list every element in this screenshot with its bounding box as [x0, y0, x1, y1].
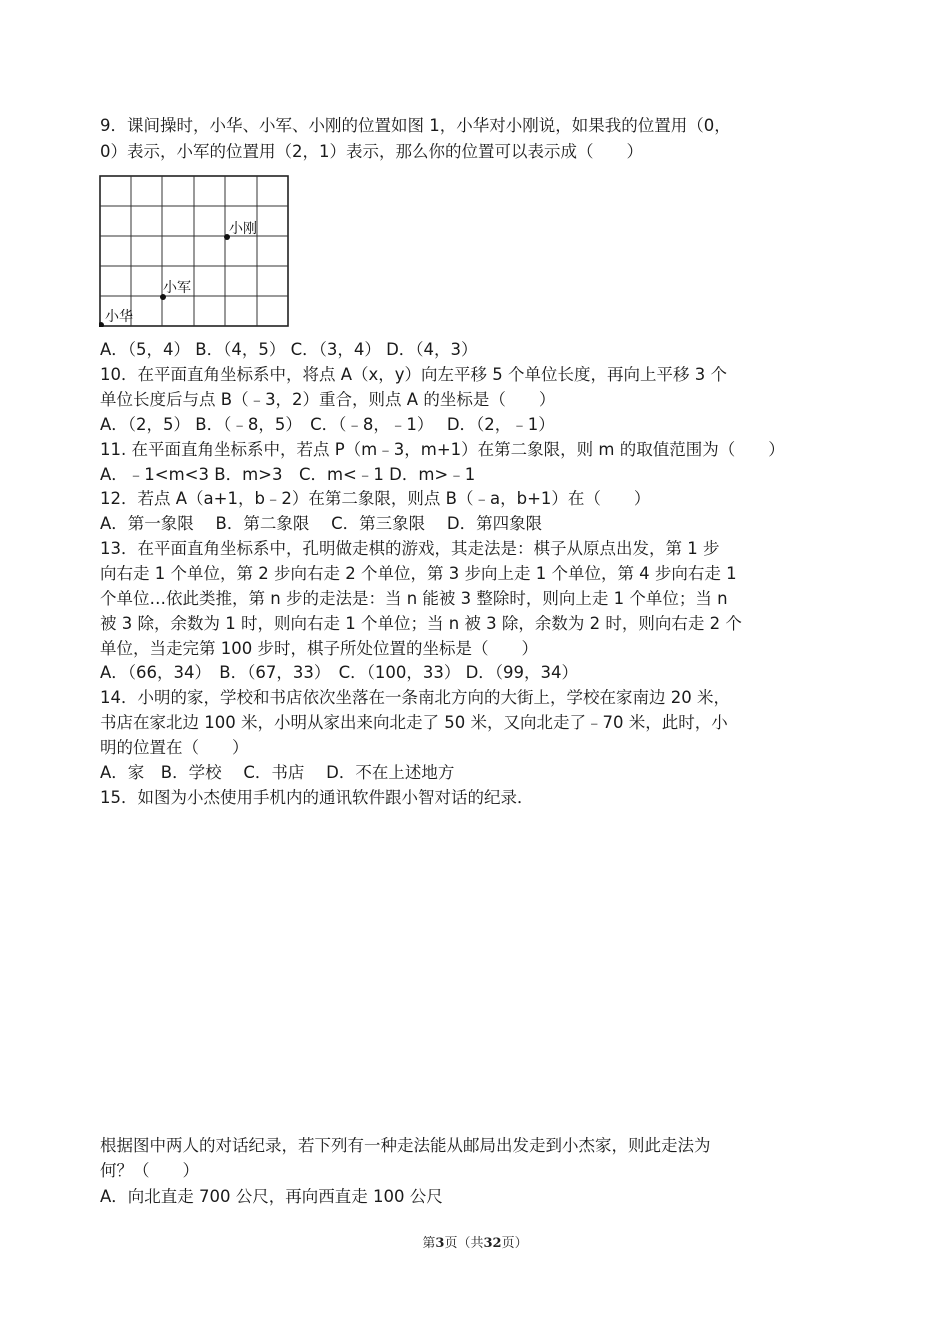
footer-total-pages: 32 — [483, 1236, 502, 1251]
q10-text-line1: 10．在平面直角坐标系中，将点 A（x，y）向左平移 5 个单位长度，再向上平移 3 个 — [100, 365, 728, 384]
footer-suffix: 页） — [501, 1236, 528, 1251]
point-hua — [99, 322, 104, 327]
q15-option-a: A．向北直走 700 公尺，再向西直走 100 公尺 — [100, 1187, 443, 1206]
footer-prefix: 第 — [422, 1236, 436, 1251]
q14-text-line1: 14．小明的家，学校和书店依次坐落在一条南北方向的大街上，学校在家南边 20 米， — [100, 688, 730, 707]
footer-mid: 页（共 — [444, 1236, 484, 1251]
label-gang: 小刚 — [229, 221, 257, 237]
q11-options: A．﹣1<m<3 B．m>3 C．m<﹣1 D．m>﹣1 — [100, 465, 476, 484]
q14-text-line3: 明的位置在（ ） — [100, 738, 249, 757]
q12-text-line1: 12．若点 A（a+1，b﹣2）在第二象限，则点 B（﹣a，b+1）在（ ） — [100, 489, 651, 508]
q14-text-line2: 书店在家北边 100 米，小明从家出来向北走了 50 米，又向北走了﹣70 米，此时，小 — [100, 713, 728, 732]
q10-options: A．（2，5） B．（﹣8，5） C．（﹣8，﹣1） D．（2，﹣1） — [100, 415, 555, 434]
q9-grid-figure — [99, 175, 289, 327]
q14-options: A．家 B．学校 C．书店 D．不在上述地方 — [100, 763, 455, 782]
q13-text-line1: 13．在平面直角坐标系中，孔明做走棋的游戏，其走法是：棋子从原点出发，第 1 步 — [100, 539, 720, 558]
footer-page-number: 3 — [435, 1236, 445, 1251]
q10-text-line2: 单位长度后与点 B（﹣3，2）重合，则点 A 的坐标是（ ） — [100, 390, 556, 409]
q9-options: A．（5，4） B．（4，5） C．（3，4） D．（4，3） — [100, 340, 478, 359]
q15-text-line2: 根据图中两人的对话纪录，若下列有一种走法能从邮局出发走到小杰家，则此走法为 — [100, 1136, 711, 1155]
q11-text-line1: 11. 在平面直角坐标系中，若点 P（m﹣3，m+1）在第二象限，则 m 的取值范围为（ ） — [100, 440, 785, 459]
q13-text-line4: 被 3 除，余数为 1 时，则向右走 1 个单位；当 n 被 3 除，余数为 2 时，则向右走 2 个 — [100, 614, 742, 633]
q13-text-line3: 个单位…依此类推，第 n 步的走法是：当 n 能被 3 整除时，则向上走 1 个单位；当 n — [100, 589, 728, 608]
q15-text-line3: 何？（ ） — [100, 1161, 199, 1180]
q13-options: A．（66，34） B．（67，33） C．（100，33） D．（99，34） — [100, 663, 579, 682]
grid-svg — [99, 175, 289, 327]
q9-text-line2: 0）表示，小军的位置用（2，1）表示，那么你的位置可以表示成（ ） — [100, 142, 643, 161]
q12-options: A．第一象限 B．第二象限 C．第三象限 D．第四象限 — [100, 514, 543, 533]
label-jun: 小军 — [163, 280, 191, 296]
q9-text-line1: 9．课间操时，小华、小军、小刚的位置如图 1，小华对小刚说，如果我的位置用（0， — [100, 116, 731, 135]
label-hua: 小华 — [105, 309, 133, 325]
page-footer — [0, 1232, 950, 1251]
grid-lines — [100, 176, 288, 326]
q15-text-line1: 15．如图为小杰使用手机内的通讯软件跟小智对话的纪录． — [100, 788, 534, 807]
q13-text-line5: 单位，当走完第 100 步时，棋子所处位置的坐标是（ ） — [100, 639, 538, 658]
q13-text-line2: 向右走 1 个单位，第 2 步向右走 2 个单位，第 3 步向上走 1 个单位，第 4 步向右走 1 — [100, 564, 737, 583]
